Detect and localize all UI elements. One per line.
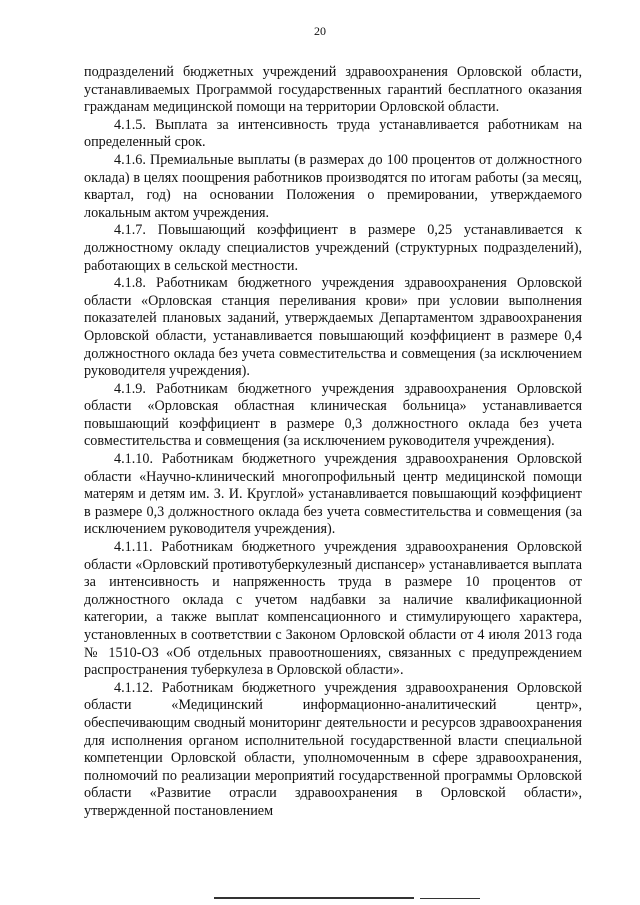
paragraph-4-1-7: 4.1.7. Повышающий коэффициент в размере 0,25 устанавливается к должностному окладу специалистов учреждений (структурных подразделений), работающих в сельской местности. [84, 222, 582, 274]
page-number: 20 [314, 24, 326, 38]
paragraph-4-1-10: 4.1.10. Работникам бюджетного учреждения здравоохранения Орловской области «Научно-клинический многопрофильный центр медицинской помощи матерям и детям им. З. И. Круглой» устанавливается повышающий коэффициент в размере 0,3 должностного оклада без учета совместительства и совмещения (за исключением руководителя учреждения). [84, 451, 582, 538]
paragraph-4-1-9: 4.1.9. Работникам бюджетного учреждения здравоохранения Орловской области «Орловская областная клиническая больница» устанавливается повышающий коэффициент в размере 0,3 должностного оклада без учета совместительства и совмещения (за исключением руководителя учреждения). [84, 380, 582, 450]
scan-artifact-line [420, 898, 480, 899]
paragraph-4-1-6: 4.1.6. Премиальные выплаты (в размерах до 100 процентов от должностного оклада) в целях поощрения работников производятся по итогам работы (за месяц, квартал, год) на основании Положения о премировании, утверждаемого локальным актом учреждения. [84, 151, 582, 221]
paragraph-4-1-5: 4.1.5. Выплата за интенсивность труда устанавливается работникам на определенный срок. [84, 116, 582, 151]
paragraph-continuation: подразделений бюджетных учреждений здравоохранения Орловской области, устанавливаемых Программой государственных гарантий бесплатного оказания гражданам медицинской помощи на территории Орловской области. [84, 64, 582, 116]
paragraph-4-1-12: 4.1.12. Работникам бюджетного учреждения здравоохранения Орловской области «Медицинский информационно-аналитический центр», обеспечивающим сводный мониторинг деятельности и ресурсов здравоохранения для исполнения органом исполнительной государственной власти специальной компетенции Орловской области, уполномоченным в сфере здравоохранения, полномочий по реализации мероприятий государственной программы Орловской области «Развитие отрасли здравоохранения в Орловской области», утвержденной постановлением [84, 679, 582, 819]
scan-artifact-line [214, 897, 414, 899]
document-body [84, 64, 582, 821]
paragraph-4-1-11: 4.1.11. Работникам бюджетного учреждения здравоохранения Орловской области «Орловский противотуберкулезный диспансер» устанавливается выплата за интенсивность и напряженность труда в размере 10 процентов от должностного оклада с учетом надбавки за наличие квалификационной категории, а также выплат компенсационного и стимулирующего характера, установленных в соответствии с Законом Орловской области от 4 июля 2013 года № 1510-ОЗ «Об отдельных правоотношениях, связанных с предупреждением распространения туберкулеза в Орловской области». [84, 539, 582, 679]
paragraph-4-1-8: 4.1.8. Работникам бюджетного учреждения здравоохранения Орловской области «Орловская станция переливания крови» при условии выполнения показателей плановых заданий, утверждаемых Департаментом здравоохранения Орловской области, устанавливается повышающий коэффициент в размере 0,4 должностного оклада без учета совместительства и совмещения (за исключением руководителя учреждения). [84, 275, 582, 380]
